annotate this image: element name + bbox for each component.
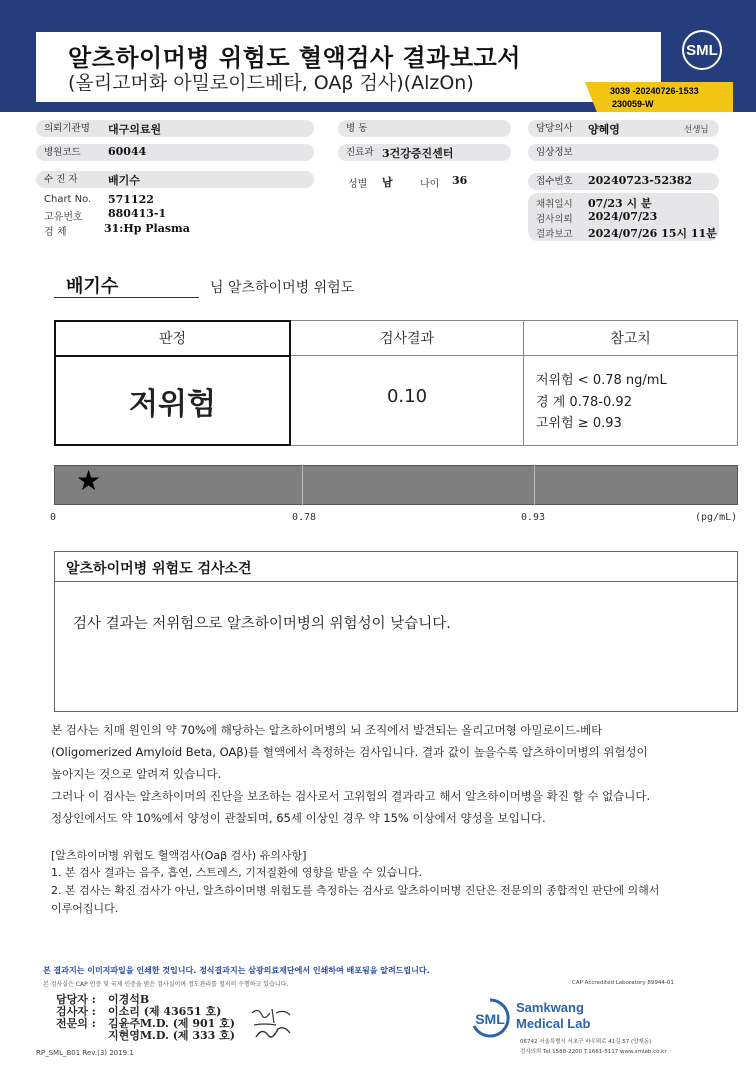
description-line-5: 정상인에서도 약 10%에서 양성이 관찰되며, 65세 이상인 경우 약 15% 이상에서 양성을 보입니다. [51, 811, 546, 825]
result-value: 0.10 [386, 385, 428, 407]
description-line-4: 그러나 이 검사는 알츠하이머의 진단을 보조하는 검사로서 고위험의 결과라고 해서 알츠하이머병을 확진 할 수 없습니다. [51, 789, 651, 803]
age-value: 36 [452, 174, 468, 187]
ref-mid: 경 계 0.78-0.92 [536, 395, 632, 410]
tick-093: 0.93 [521, 512, 546, 523]
reception-label: 접수번호 [536, 176, 573, 187]
specimen-value: 31:Hp Plasma [104, 222, 190, 235]
reception-value: 20240723-52382 [588, 174, 693, 187]
notes-title: [알츠하이머병 위험도 혈액검사(Oaβ 검사) 유의사항] [51, 849, 307, 862]
specialist-value-1: 김윤주M.D. (제 901 호) [108, 1017, 235, 1030]
notes-item-3: 이루어집니다. [51, 902, 119, 915]
ward-row [338, 120, 511, 137]
request-value: 2024/07/23 [588, 210, 658, 223]
specialist-value-2: 지현영M.D. (제 333 호) [108, 1029, 235, 1042]
notes-item-1: 1. 본 검사 결과는 음주, 흡연, 스트레스, 기저질환에 영향을 받을 수 있습니다. [51, 866, 423, 879]
tester-label: 검사자 : [56, 1005, 96, 1018]
collect-label: 채취일시 [536, 199, 573, 210]
chart-no-value: 571122 [108, 193, 154, 206]
footer-small-note: 본 검사실은 CAP 인증 및 국제 인증을 받은 검사실이며 정도관리를 철저히 수행하고 있습니다. [43, 981, 289, 988]
sml-logo-badge: SML [682, 30, 722, 70]
description-line-1: 본 검사는 치매 원인의 약 70%에 해당하는 알츠하이머병의 뇌 조직에서 발견되는 올리고머형 아밀로이드-베타 [51, 723, 603, 737]
age-label: 나이 [420, 179, 440, 190]
bar-divider-low [302, 465, 303, 505]
barcode-line-2: 230059-W [612, 99, 654, 109]
institution-value: 대구의료원 [108, 123, 162, 136]
notes-item-2: 2. 본 검사는 확진 검사가 아닌, 알츠하이머병 위험도를 측정하는 검사로 알츠하이머병 진단은 전문의의 종합적인 판단에 의해서 [51, 884, 660, 897]
patient-name-heading: 배기수 [66, 276, 119, 297]
dept-value: 3건강증진센터 [382, 147, 454, 160]
doctor-label: 담당의사 [536, 123, 573, 134]
report-label: 결과보고 [536, 229, 573, 240]
form-code: RP_SML_B01 Rev.(3) 2019.1 [36, 1049, 134, 1057]
sml-lab-logo-icon [468, 996, 512, 1040]
request-label: 검사의뢰 [536, 214, 573, 225]
ref-high: 고위험 ≥ 0.93 [536, 416, 622, 431]
tick-0: 0 [50, 512, 57, 523]
footer-notice: 본 결과지는 이미지파일을 인쇄한 것입니다. 정식결과지는 삼광의료재단에서 인쇄하여 배포됨을 알려드립니다. [43, 966, 430, 975]
doctor-signature [246, 1003, 300, 1043]
doctor-title: 선생님 [684, 125, 709, 135]
manager-label: 담당자 : [56, 993, 96, 1006]
ward-label: 병 동 [346, 123, 368, 134]
sex-label: 성별 [348, 179, 368, 190]
manager-value: 이경석B [108, 993, 150, 1006]
lab-name-line-2: Medical Lab [516, 1016, 591, 1031]
clinical-label: 임상정보 [536, 147, 573, 158]
chart-no-label: Chart No. [44, 194, 92, 205]
col-header-result: 검사결과 [379, 331, 435, 347]
verdict-value: 저위험 [129, 387, 216, 422]
ref-low: 저위험 < 0.78 ng/mL [536, 373, 667, 388]
hospital-code-label: 병원코드 [44, 147, 81, 158]
collect-value: 07/23 시 분 [588, 197, 652, 210]
tester-value: 이소리 (제 43651 호) [108, 1005, 222, 1018]
description-line-2: (Oligomerized Amyloid Beta, OAβ)를 혈액에서 측정하는 검사입니다. 결과 값이 높을수록 알츠하이머병의 위험성이 [51, 745, 648, 759]
bar-unit: (pg/mL) [695, 512, 738, 523]
dept-label: 진료과 [346, 147, 374, 158]
description-line-3: 높아지는 것으로 알려져 있습니다. [51, 767, 222, 781]
institution-row [36, 120, 314, 137]
cap-accreditation: CAP Accredited Laboratory 89944-01 [572, 980, 674, 986]
result-marker-star-icon: ★ [76, 464, 102, 497]
risk-bar [54, 465, 738, 505]
unique-no-value: 880413-1 [108, 207, 167, 220]
bar-divider-high [534, 465, 535, 505]
barcode-line-1: 3039 -20240726-1533 [610, 86, 699, 96]
patient-row [36, 171, 314, 188]
svg-text:SML: SML [475, 1011, 505, 1027]
specialist-label: 전문의 : [56, 1017, 96, 1030]
patient-heading-suffix: 님 알츠하이머병 위험도 [210, 280, 355, 296]
lab-address-line-1: 06742 서울특별시 서초구 바우뫼로 41길 57 (양재동) [520, 1039, 652, 1045]
lab-name-line-1: Samkwang [516, 1000, 584, 1015]
sex-value: 남 [382, 176, 393, 189]
findings-text: 검사 결과는 저위험으로 알츠하이머병의 위험성이 낮습니다. [73, 616, 451, 632]
hospital-code-value: 60044 [108, 145, 147, 158]
findings-header-divider [54, 581, 738, 582]
unique-no-label: 고유번호 [44, 212, 83, 223]
doctor-value: 양혜영 [588, 123, 620, 136]
patient-value: 배기수 [108, 174, 140, 187]
patient-label: 수 진 자 [44, 174, 78, 185]
patient-name-underline [54, 297, 199, 298]
tick-078: 0.78 [292, 512, 317, 523]
col-header-reference: 참고치 [610, 331, 651, 347]
institution-label: 의뢰기관명 [44, 123, 90, 134]
hospital-code-row [36, 144, 314, 161]
col-header-verdict: 판정 [158, 331, 187, 347]
specimen-label: 검 체 [44, 227, 67, 238]
clinical-row [528, 144, 719, 161]
report-title: 알츠하이머병 위험도 혈액검사 결과보고서 [68, 44, 521, 72]
report-subtitle: (올리고머화 아밀로이드베타, OAβ 검사)(AlzOn) [68, 72, 474, 94]
lab-address-line-2: 검사의뢰 Tel 1588-2200 T.1661-5117 www.smlab.co.kr [520, 1049, 667, 1055]
findings-title: 알츠하이머병 위험도 검사소견 [66, 561, 252, 577]
report-value: 2024/07/26 15시 11분 [588, 227, 717, 240]
